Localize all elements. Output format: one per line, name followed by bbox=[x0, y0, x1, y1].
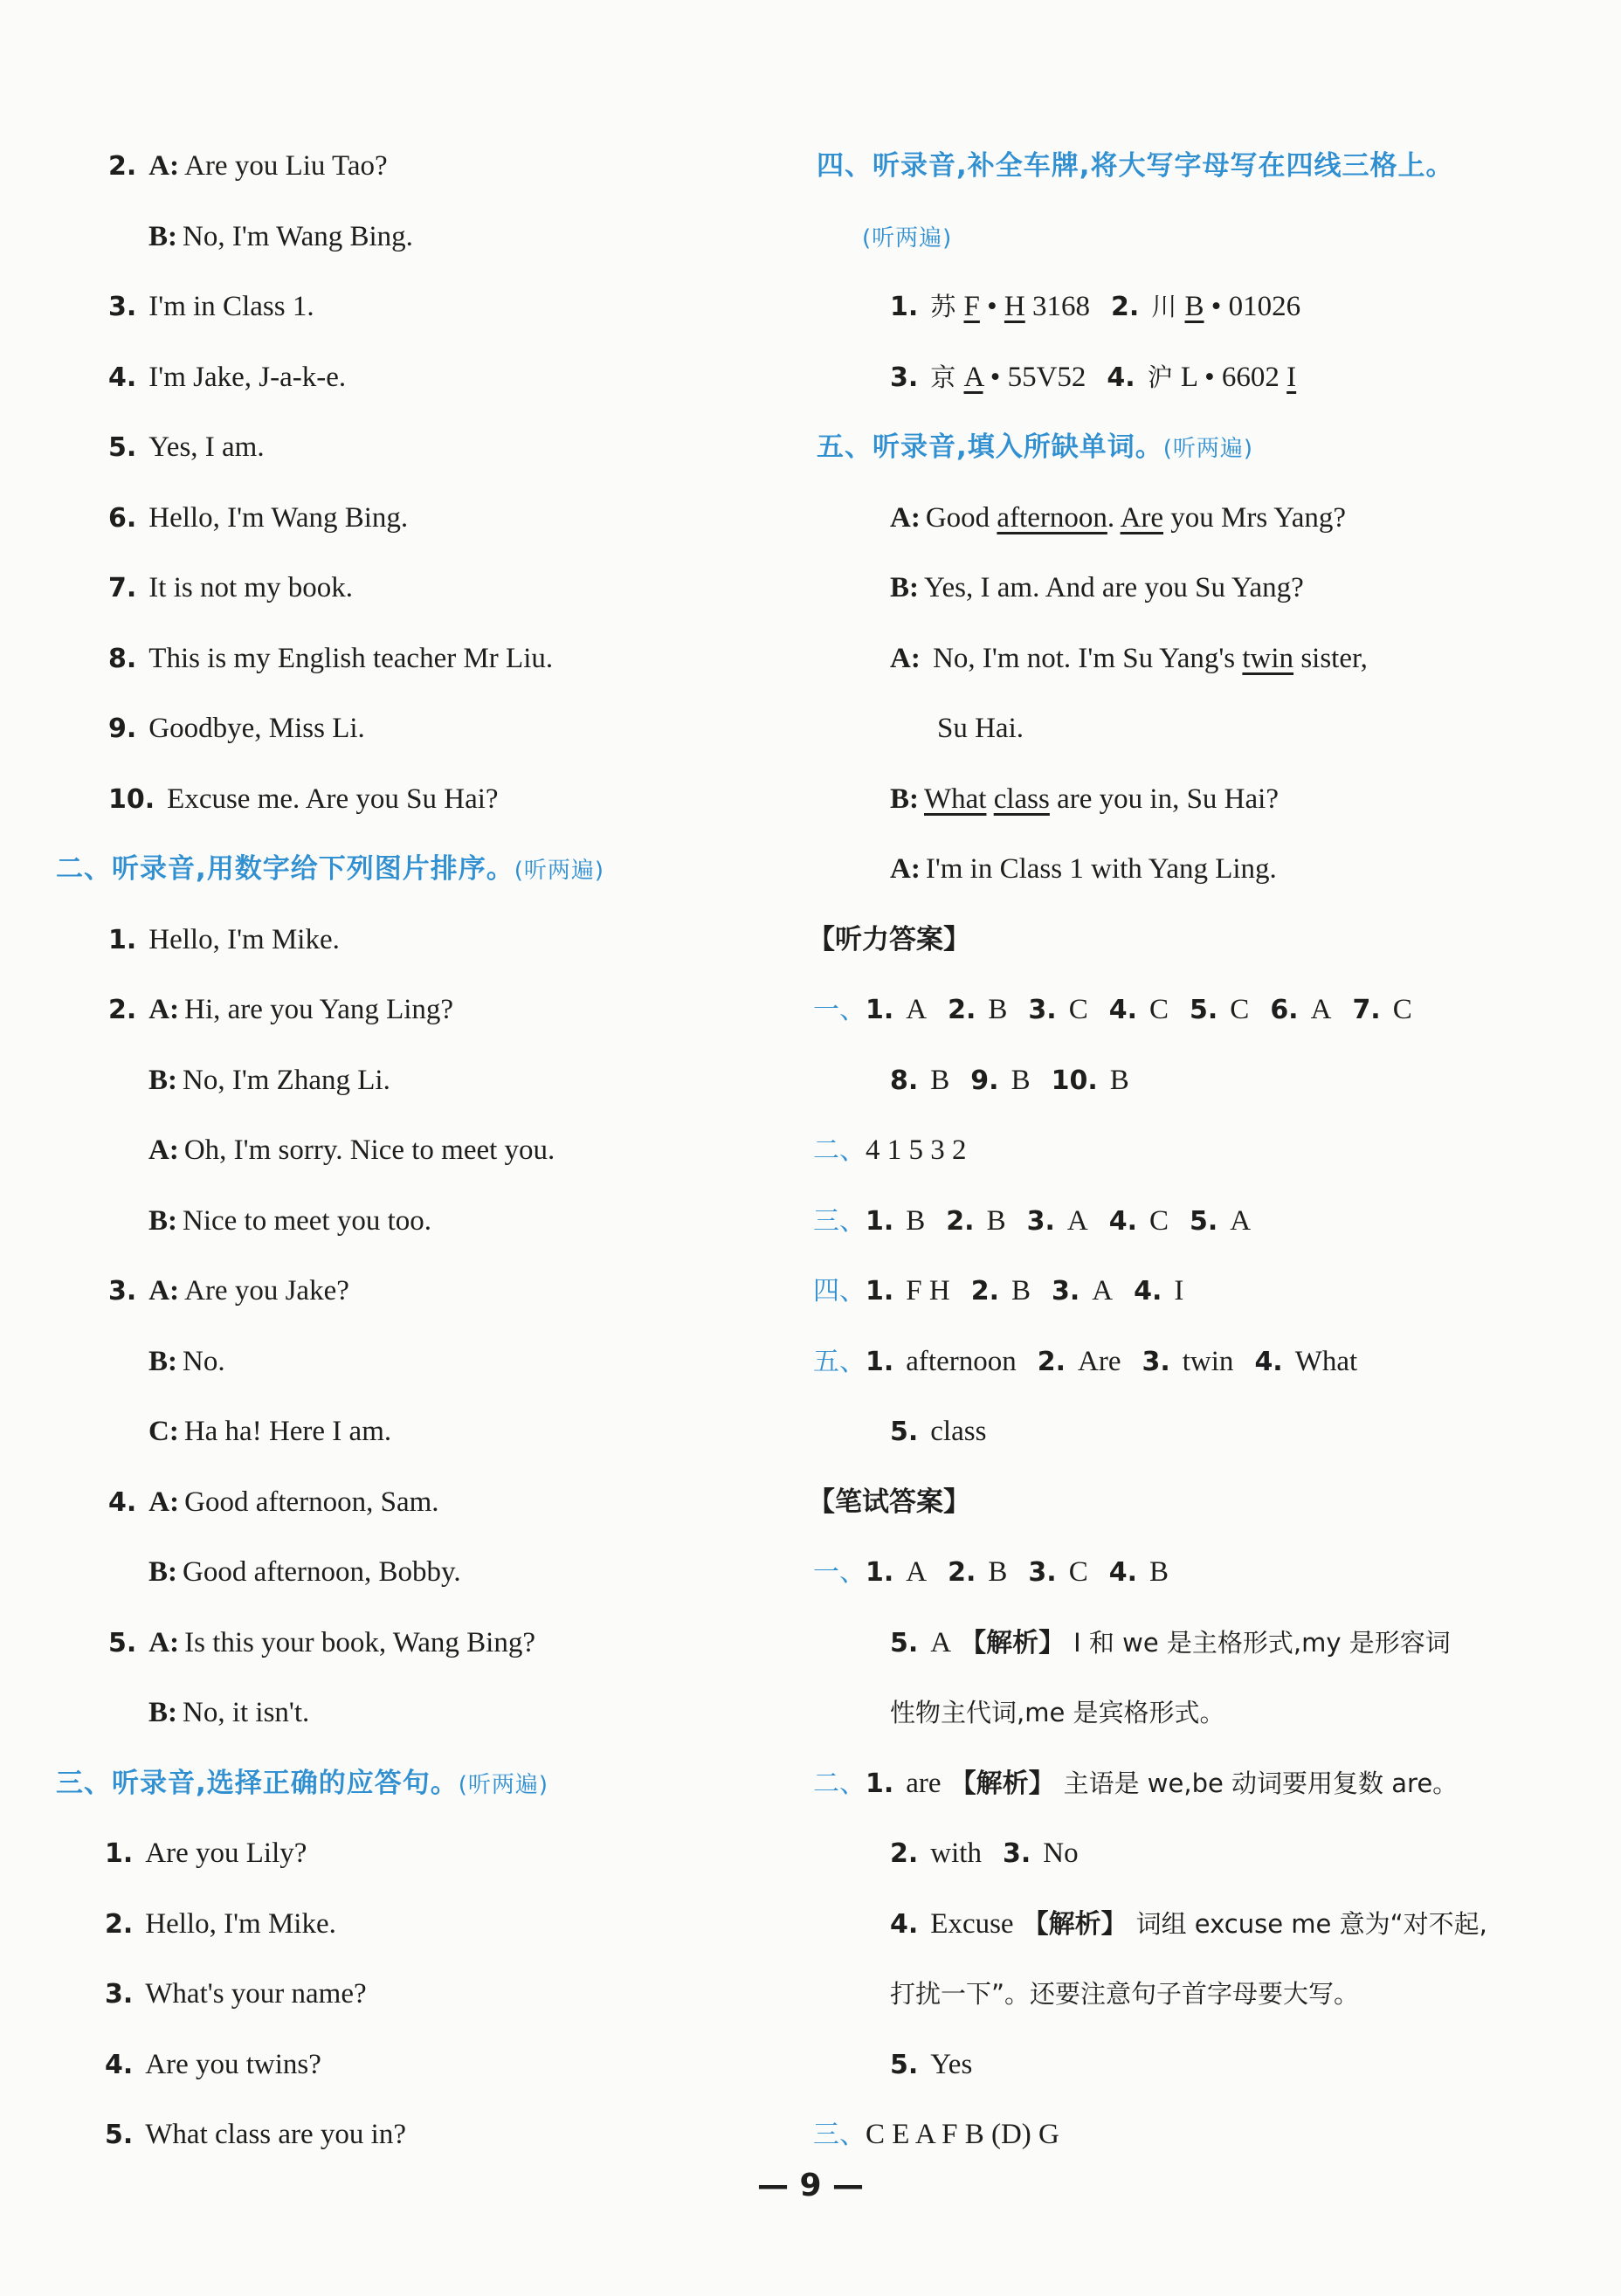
plate-province: 京 bbox=[930, 362, 964, 392]
dialog-text: Yes, I am. And are you Su Yang? bbox=[924, 572, 1304, 603]
script-line bbox=[108, 358, 346, 396]
item-number: 1. bbox=[890, 292, 919, 322]
answer-value: B bbox=[1149, 1556, 1169, 1588]
section-5-title bbox=[817, 428, 1253, 466]
plate-province: 沪 bbox=[1147, 362, 1181, 392]
plate-province: 苏 bbox=[930, 292, 964, 321]
script-line bbox=[148, 1061, 390, 1100]
script-text: Good afternoon, Sam. bbox=[184, 1486, 439, 1518]
explanation-text: 打扰一下”。还要注意句子首字母要大写。 bbox=[890, 1979, 1360, 2009]
answer-value: B bbox=[1011, 1275, 1031, 1307]
item-number: 2. bbox=[105, 1908, 134, 1940]
script-text: Ha ha! Here I am. bbox=[183, 1416, 392, 1447]
answer-value: What bbox=[1294, 1345, 1358, 1377]
script-line bbox=[148, 217, 413, 256]
dialog-text: Good bbox=[925, 501, 997, 534]
page-number: — 9 — bbox=[756, 2168, 865, 2203]
dialog-line bbox=[890, 639, 1368, 678]
item-number: 1. bbox=[866, 995, 894, 1025]
item-number: 1. bbox=[866, 1205, 894, 1237]
script-line bbox=[108, 780, 499, 818]
item-number: 2. bbox=[970, 1276, 999, 1307]
section-2-title bbox=[56, 850, 604, 888]
answer-row bbox=[813, 1131, 967, 1169]
answer-value: class bbox=[930, 1416, 987, 1447]
plate-answer: B bbox=[1184, 291, 1204, 322]
script-line bbox=[108, 920, 340, 959]
item-number: 4. bbox=[1108, 1557, 1137, 1588]
answer-value: A bbox=[906, 1556, 928, 1588]
item-number: 2. bbox=[890, 1838, 919, 1869]
script-text: Yes, I am. bbox=[148, 431, 265, 463]
answer-value: Yes bbox=[930, 2048, 973, 2080]
dialog-answer: class bbox=[993, 783, 1050, 815]
explanation-tag: 【解析】 bbox=[949, 1768, 1055, 1799]
item-number: 10. bbox=[108, 783, 155, 815]
script-line bbox=[108, 709, 365, 748]
item-number: 3. bbox=[105, 1979, 134, 2010]
script-line bbox=[148, 1412, 391, 1451]
section-4-title bbox=[817, 147, 1454, 185]
script-text: No. bbox=[183, 1345, 225, 1377]
answer-value: A bbox=[1230, 1204, 1252, 1237]
answer-value: B bbox=[988, 1556, 1008, 1588]
item-number: 4. bbox=[1254, 1346, 1283, 1377]
item-number: 3. bbox=[1026, 1205, 1055, 1237]
item-number: 8. bbox=[108, 643, 137, 674]
answer-row bbox=[813, 1342, 1357, 1381]
written-answers-header bbox=[808, 1483, 970, 1521]
item-number: 9. bbox=[970, 1065, 999, 1096]
section-title-text: 四、听录音,补全车牌,将大写字母写在四线三格上。 bbox=[817, 150, 1454, 182]
item-number: 5. bbox=[890, 2049, 919, 2080]
script-text: No, I'm Wang Bing. bbox=[183, 220, 413, 252]
dialog-text: sister, bbox=[1293, 642, 1368, 674]
answer-value: 4 1 5 3 2 bbox=[866, 1134, 967, 1166]
item-number: 2. bbox=[1111, 292, 1140, 322]
item-number: 3. bbox=[1028, 1557, 1057, 1588]
dialog-text: No, I'm not. I'm Su Yang's bbox=[925, 642, 1243, 674]
item-number: 2. bbox=[948, 1557, 976, 1588]
item-number: 4. bbox=[108, 362, 137, 393]
answer-value: Are bbox=[1078, 1345, 1121, 1377]
answer-value: Excuse bbox=[930, 1907, 1014, 1940]
plate-answer: A bbox=[963, 361, 983, 393]
item-number: 1. bbox=[866, 1276, 894, 1307]
item-number: 5. bbox=[890, 1417, 919, 1447]
section-mark: 一、 bbox=[813, 995, 866, 1025]
answer-value: twin bbox=[1182, 1345, 1234, 1377]
item-number: 3. bbox=[108, 292, 137, 322]
explanation-text: I 和 we 是主格形式,my 是形容词 bbox=[1073, 1627, 1451, 1658]
speaker-label: A: bbox=[148, 1486, 180, 1518]
answer-value: A bbox=[1310, 994, 1332, 1025]
speaker-label: A: bbox=[890, 501, 921, 534]
dialog-line bbox=[937, 709, 1024, 748]
section-mark: 二、 bbox=[813, 1768, 866, 1799]
answer-value: A bbox=[930, 1626, 952, 1658]
item-number: 1. bbox=[866, 1346, 894, 1377]
script-line bbox=[105, 1975, 367, 2013]
answer-value: I bbox=[1174, 1275, 1184, 1307]
script-text: No, I'm Zhang Li. bbox=[183, 1064, 390, 1096]
answer-row bbox=[813, 2115, 1059, 2154]
speaker-label: B: bbox=[148, 1556, 177, 1588]
answer-row bbox=[890, 1624, 1451, 1662]
dialog-line bbox=[890, 850, 1277, 888]
answer-row bbox=[890, 1061, 1129, 1100]
script-text: Oh, I'm sorry. Nice to meet you. bbox=[183, 1134, 555, 1166]
script-line bbox=[108, 147, 388, 185]
answer-value: C bbox=[1149, 994, 1169, 1025]
script-line bbox=[108, 990, 453, 1029]
item-number: 3. bbox=[1028, 995, 1057, 1025]
speaker-label: B: bbox=[148, 1697, 177, 1728]
plate-digits: • 01026 bbox=[1204, 291, 1301, 322]
speaker-label: B: bbox=[148, 220, 177, 252]
answer-value: B bbox=[930, 1064, 950, 1096]
answer-value: C bbox=[1392, 994, 1412, 1025]
answer-value: F H bbox=[906, 1275, 950, 1307]
explanation-tag: 【解析】 bbox=[960, 1627, 1066, 1658]
item-number: 3. bbox=[1052, 1276, 1080, 1307]
section-mark: 一、 bbox=[813, 1557, 866, 1588]
answer-header-text: 【笔试答案】 bbox=[808, 1486, 970, 1518]
script-line bbox=[108, 569, 353, 607]
script-line bbox=[148, 1693, 309, 1732]
script-text: Are you Liu Tao? bbox=[184, 150, 388, 182]
script-text: Are you Jake? bbox=[184, 1275, 349, 1307]
answer-value: B bbox=[986, 1204, 1006, 1237]
dialog-text: I'm in Class 1 with Yang Ling. bbox=[925, 853, 1277, 885]
item-number: 4. bbox=[1134, 1276, 1162, 1307]
answer-header-text: 【听力答案】 bbox=[808, 923, 970, 955]
item-number: 2. bbox=[1037, 1346, 1066, 1377]
script-line bbox=[148, 1342, 225, 1381]
dialog-line bbox=[890, 780, 1279, 818]
script-line bbox=[148, 1553, 461, 1591]
speaker-label: B: bbox=[890, 572, 919, 603]
plate-digits: • 55V52 bbox=[983, 361, 1086, 393]
item-number: 3. bbox=[108, 1276, 137, 1307]
item-number: 5. bbox=[890, 1627, 919, 1658]
plate-digits: L • 6602 bbox=[1180, 361, 1287, 393]
plate-province: 川 bbox=[1151, 292, 1185, 321]
answer-row bbox=[813, 1202, 1251, 1240]
speaker-label: A: bbox=[890, 642, 921, 674]
speaker-label: A: bbox=[148, 1275, 180, 1307]
script-text: It is not my book. bbox=[148, 572, 354, 603]
answer-value: C bbox=[1068, 1556, 1088, 1588]
speaker-label: B: bbox=[148, 1345, 177, 1377]
item-number: 5. bbox=[1190, 995, 1218, 1025]
item-number: 4. bbox=[1108, 1205, 1137, 1237]
plate-digits: 3168 bbox=[1024, 291, 1091, 322]
item-number: 8. bbox=[890, 1065, 919, 1096]
answer-value: C E A F B (D) G bbox=[866, 2119, 1059, 2150]
answer-value: B bbox=[906, 1204, 926, 1237]
answer-value: B bbox=[1109, 1064, 1129, 1096]
plate-answer: H bbox=[1004, 291, 1025, 322]
item-number: 1. bbox=[866, 1557, 894, 1588]
answer-row bbox=[890, 1975, 1359, 2013]
item-number: 3. bbox=[1142, 1346, 1170, 1377]
script-line bbox=[105, 1834, 307, 1872]
answer-value: C bbox=[1149, 1204, 1169, 1237]
item-number: 7. bbox=[108, 573, 137, 603]
item-number: 2. bbox=[948, 995, 976, 1025]
script-text: Are you Lily? bbox=[145, 1837, 307, 1869]
answer-value: C bbox=[1068, 994, 1088, 1025]
item-number: 1. bbox=[866, 1768, 894, 1799]
section-4-note bbox=[862, 217, 952, 256]
item-number: 4. bbox=[1107, 362, 1135, 393]
script-text: Is this your book, Wang Bing? bbox=[184, 1626, 535, 1658]
script-text: Goodbye, Miss Li. bbox=[148, 713, 365, 744]
script-text: What's your name? bbox=[145, 1978, 367, 2010]
item-number: 9. bbox=[108, 714, 137, 744]
dialog-text: you Mrs Yang? bbox=[1163, 501, 1347, 534]
script-text: Hello, I'm Wang Bing. bbox=[148, 501, 409, 534]
dialog-answer: afternoon bbox=[997, 501, 1107, 534]
dialog-text bbox=[986, 783, 993, 815]
speaker-label: A: bbox=[148, 994, 180, 1025]
answer-value: are bbox=[906, 1767, 942, 1799]
speaker-label: B: bbox=[890, 783, 919, 815]
dialog-answer: twin bbox=[1242, 642, 1294, 674]
item-number: 2. bbox=[108, 151, 137, 182]
answer-row bbox=[890, 1693, 1225, 1732]
script-line bbox=[108, 1483, 439, 1521]
script-text: This is my English teacher Mr Liu. bbox=[148, 642, 554, 674]
item-number: 7. bbox=[1352, 995, 1381, 1025]
item-number: 5. bbox=[108, 432, 137, 463]
item-number: 3. bbox=[890, 362, 919, 393]
script-text: Excuse me. Are you Su Hai? bbox=[167, 783, 499, 815]
script-text: Nice to meet you too. bbox=[183, 1204, 432, 1237]
answer-value: with bbox=[930, 1837, 982, 1869]
answer-row bbox=[813, 1272, 1183, 1310]
answer-value: No bbox=[1043, 1837, 1079, 1869]
answer-value: B bbox=[1011, 1064, 1031, 1096]
explanation-tag: 【解析】 bbox=[1022, 1908, 1128, 1940]
section-title-text: 三、听录音,选择正确的应答句。 bbox=[56, 1767, 459, 1799]
plate-answer: I bbox=[1286, 361, 1297, 393]
item-number: 4. bbox=[890, 1908, 919, 1940]
answer-row bbox=[890, 1905, 1487, 1943]
item-number: 6. bbox=[1270, 995, 1299, 1025]
dialog-text: are you in, Su Hai? bbox=[1049, 783, 1279, 815]
speaker-label: B: bbox=[148, 1204, 177, 1237]
section-note: (听两遍) bbox=[862, 224, 953, 252]
section-mark: 五、 bbox=[813, 1346, 866, 1377]
section-note: (听两遍) bbox=[458, 1771, 549, 1798]
section-title-text: 五、听录音,填入所缺单词。 bbox=[817, 431, 1163, 463]
script-line bbox=[108, 499, 408, 537]
item-number: 4. bbox=[1108, 995, 1137, 1025]
answer-value: afternoon bbox=[906, 1345, 1017, 1377]
item-number: 10. bbox=[1051, 1065, 1098, 1096]
dialog-line bbox=[890, 569, 1304, 607]
script-text: I'm in Class 1. bbox=[148, 291, 314, 322]
section-mark: 二、 bbox=[813, 1135, 866, 1166]
dialog-text: . bbox=[1107, 501, 1121, 534]
script-text: Hello, I'm Mike. bbox=[145, 1907, 336, 1940]
dialog-answer: Are bbox=[1120, 501, 1164, 534]
plate-dot: • bbox=[979, 291, 1004, 322]
script-text: Are you twins? bbox=[145, 2048, 321, 2080]
speaker-label: A: bbox=[148, 1134, 179, 1166]
answer-value: A bbox=[1092, 1275, 1114, 1307]
script-line bbox=[108, 1624, 535, 1662]
dialog-text: Su Hai. bbox=[937, 713, 1024, 744]
script-line bbox=[105, 1905, 336, 1943]
script-line bbox=[105, 2045, 321, 2084]
item-number: 4. bbox=[108, 1486, 137, 1518]
item-number: 5. bbox=[105, 2120, 134, 2150]
script-line bbox=[108, 428, 265, 466]
speaker-label: A: bbox=[148, 1626, 180, 1658]
answer-row bbox=[813, 990, 1412, 1029]
item-number: 3. bbox=[1002, 1838, 1031, 1869]
listening-answers-header bbox=[808, 920, 970, 959]
section-mark: 三、 bbox=[813, 2120, 866, 2150]
answer-row bbox=[813, 1764, 1458, 1803]
script-line bbox=[108, 287, 314, 326]
plate-line bbox=[890, 358, 1296, 396]
section-note: (听两遍) bbox=[514, 858, 605, 884]
explanation-text: 词组 excuse me 意为“对不起, bbox=[1135, 1908, 1487, 1939]
item-number: 2. bbox=[946, 1205, 975, 1237]
answer-row bbox=[813, 1553, 1169, 1591]
answer-row bbox=[890, 1834, 1079, 1872]
item-number: 4. bbox=[105, 2049, 134, 2080]
script-line bbox=[148, 1202, 431, 1240]
explanation-text: 性物主代词,me 是宾格形式。 bbox=[890, 1698, 1225, 1727]
speaker-label: B: bbox=[148, 1064, 177, 1096]
script-line bbox=[148, 1131, 555, 1169]
speaker-label: A: bbox=[890, 853, 921, 885]
dialog-line bbox=[890, 499, 1346, 537]
section-mark: 四、 bbox=[813, 1276, 866, 1307]
explanation-text: 主语是 we,be 动词要用复数 are。 bbox=[1063, 1768, 1459, 1798]
item-number: 1. bbox=[108, 924, 137, 955]
script-line bbox=[105, 2115, 406, 2154]
speaker-label: C: bbox=[148, 1416, 179, 1447]
script-text: No, it isn't. bbox=[183, 1697, 310, 1728]
script-line bbox=[108, 1272, 349, 1310]
dialog-answer: What bbox=[924, 783, 987, 815]
answer-value: C bbox=[1230, 994, 1250, 1025]
plate-answer: F bbox=[963, 291, 980, 322]
item-number: 5. bbox=[1190, 1205, 1218, 1237]
section-note: (听两遍) bbox=[1162, 436, 1254, 462]
script-text: I'm Jake, J-a-k-e. bbox=[148, 361, 347, 393]
script-text: Hi, are you Yang Ling? bbox=[184, 994, 454, 1025]
answer-row bbox=[890, 2045, 972, 2084]
script-text: Hello, I'm Mike. bbox=[148, 923, 340, 955]
speaker-label: A: bbox=[148, 150, 180, 182]
answer-value: B bbox=[988, 994, 1008, 1025]
item-number: 2. bbox=[108, 995, 137, 1025]
script-line bbox=[108, 639, 553, 678]
section-3-title bbox=[56, 1764, 548, 1803]
answer-row bbox=[890, 1412, 986, 1451]
script-text: What class are you in? bbox=[145, 2119, 406, 2150]
answer-value: A bbox=[1066, 1204, 1088, 1237]
answer-value: A bbox=[906, 994, 928, 1025]
section-mark: 三、 bbox=[813, 1205, 866, 1237]
item-number: 1. bbox=[105, 1838, 134, 1869]
section-title-text: 二、听录音,用数字给下列图片排序。 bbox=[56, 853, 514, 885]
item-number: 6. bbox=[108, 502, 137, 534]
item-number: 5. bbox=[108, 1627, 137, 1658]
plate-line bbox=[890, 287, 1300, 326]
script-text: Good afternoon, Bobby. bbox=[183, 1556, 461, 1588]
